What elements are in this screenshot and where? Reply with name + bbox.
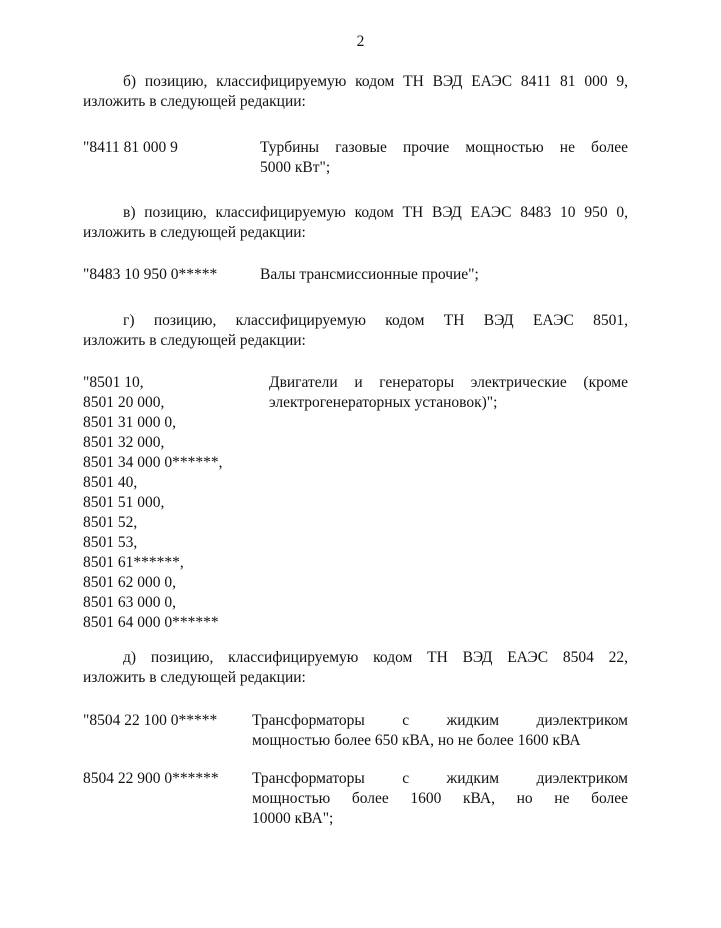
- section-g-intro-line2: изложить в следующей редакции:: [83, 332, 306, 349]
- section-b-description: [260, 138, 628, 178]
- code-line: 8501 63 000 0,: [83, 594, 176, 611]
- code-line: "8501 10,: [83, 374, 144, 391]
- page-number: 2: [356, 33, 365, 50]
- code-line: 8501 64 000 0******: [83, 614, 219, 631]
- section-v-intro: [83, 203, 628, 243]
- section-v-code: "8483 10 950 0*****: [83, 266, 218, 283]
- section-d-entry2-desc-line3: 10000 кВА";: [252, 810, 334, 827]
- section-g-description: [269, 373, 628, 413]
- section-d-intro-line1: д) позицию, классифицируемую кодом ТН ВЭД ЕАЭС 8504 22,: [123, 649, 628, 666]
- code-line: 8501 40,: [83, 474, 138, 491]
- section-v-intro-line1: в) позицию, классифицируемую кодом ТН ВЭД ЕАЭС 8483 10 950 0,: [123, 204, 628, 221]
- section-b-intro: [83, 72, 628, 112]
- section-d-entry2-desc-line2: мощностью более 1600 кВА, но не более: [252, 790, 628, 807]
- section-b-intro-line1: б) позицию, классифицируемую кодом ТН ВЭД ЕАЭС 8411 81 000 9,: [123, 73, 628, 90]
- code-line: 8501 51 000,: [83, 494, 165, 511]
- section-d-entry2-desc-line1: Трансформаторы с жидким диэлектриком: [252, 770, 628, 787]
- section-b-desc-line1: Турбины газовые прочие мощностью не более: [260, 139, 628, 156]
- code-line: 8501 31 000 0,: [83, 414, 176, 431]
- section-d-intro-line2: изложить в следующей редакции:: [83, 669, 306, 686]
- code-line: 8501 34 000 0******,: [83, 454, 223, 471]
- section-d-entry2-code: 8504 22 900 0******: [83, 770, 219, 787]
- code-line: 8501 52,: [83, 514, 138, 531]
- section-b-intro-line2: изложить в следующей редакции:: [83, 93, 306, 110]
- section-d-entry1-desc-line1: Трансформаторы с жидким диэлектриком: [252, 712, 628, 729]
- section-d-intro: [83, 648, 628, 688]
- section-g-code-list: [83, 373, 223, 633]
- section-d-entry1-desc-line2: мощностью более 650 кВА, но не более 1600 кВА: [252, 732, 581, 749]
- section-v-description: [260, 265, 628, 285]
- section-g-intro-line1: г) позицию, классифицируемую кодом ТН ВЭД ЕАЭС 8501,: [123, 312, 628, 329]
- code-line: 8501 20 000,: [83, 394, 165, 411]
- section-d-entry2-description: [252, 769, 628, 829]
- code-line: 8501 32 000,: [83, 434, 165, 451]
- section-v-intro-line2: изложить в следующей редакции:: [83, 224, 306, 241]
- code-line: 8501 62 000 0,: [83, 574, 176, 591]
- code-line: 8501 53,: [83, 534, 138, 551]
- section-d-entry1-code: "8504 22 100 0*****: [83, 712, 218, 729]
- section-v-desc-line1: Валы трансмиссионные прочие";: [260, 266, 479, 283]
- section-d-entry1-description: [252, 711, 628, 751]
- section-g-desc-line1: Двигатели и генераторы электрические (кроме: [269, 374, 628, 391]
- section-g-desc-line2: электрогенераторных установок)";: [269, 394, 498, 411]
- section-b-code: "8411 81 000 9: [83, 139, 178, 156]
- section-g-intro: [83, 311, 628, 351]
- code-line: 8501 61******,: [83, 554, 184, 571]
- section-b-desc-line2: 5000 кВт";: [260, 159, 331, 176]
